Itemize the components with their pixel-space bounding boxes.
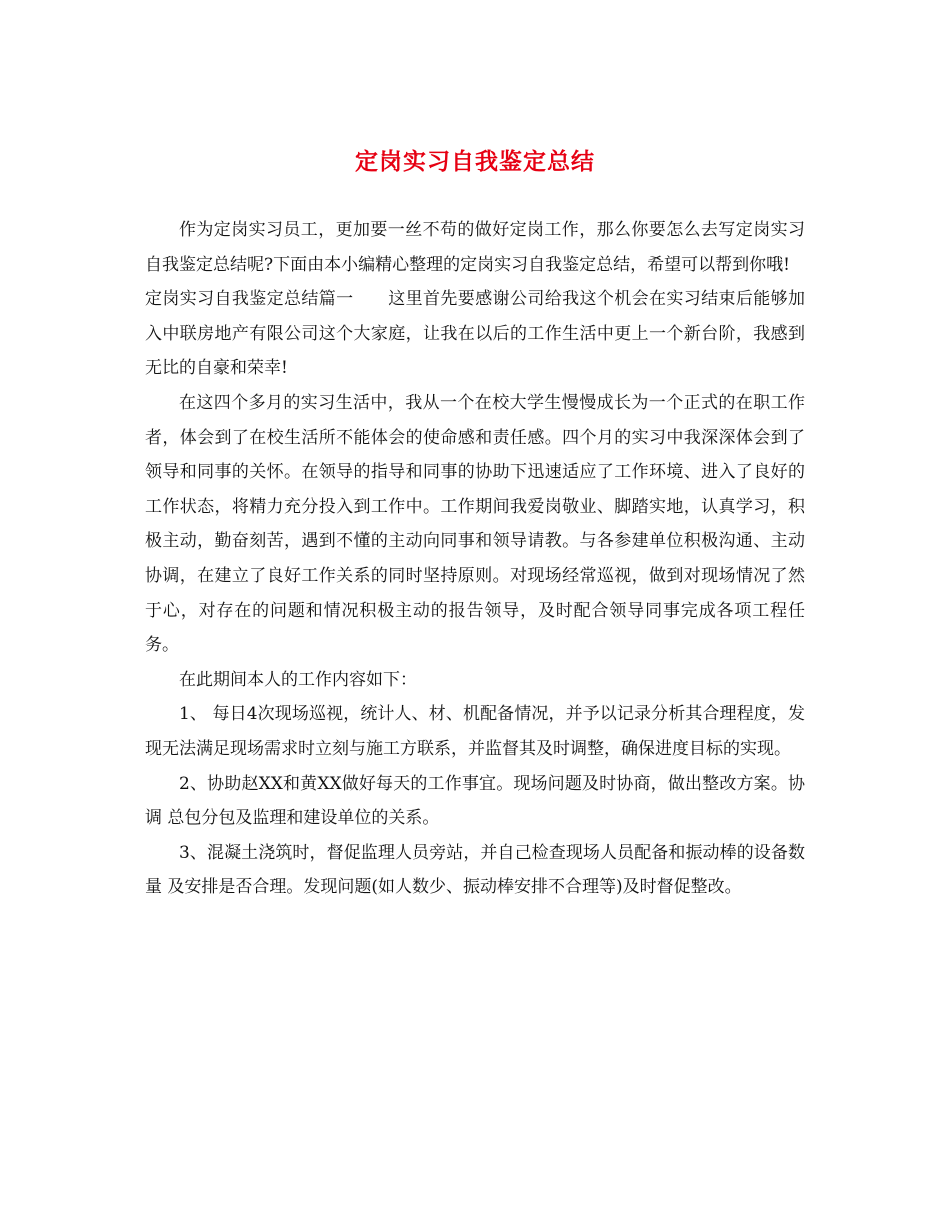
paragraph-intro: 作为定岗实习员工，更加要一丝不苟的做好定岗工作，那么你要怎么去写定岗实习自我鉴定总结呢?下面由本小编精心整理的定岗实习自我鉴定总结，希望可以帮到你哦!	[145, 220, 805, 275]
document-title: 定岗实习自我鉴定总结	[355, 148, 595, 175]
paragraph-experience: 在这四个多月的实习生活中，我从一个在校大学生慢慢成长为一个正式的在职工作者，体会到了在校生活所不能体会的使命感和责任感。四个月的实习中我深深体会到了领导和同事的关怀。在领导的指导和同事的协助下迅速适应了工作环境、进入了良好的工作状态，将精力充分投入到工作中。工作期间我爱岗敬业、脚踏实地，认真学习，积极主动，勤奋刻苦，遇到不懂的主动向同事和领导请教。与各参建单位积极沟通、主动协调，在建立了良好工作关系的同时坚持原则。对现场经常巡视，做到对现场情况了然于心，对存在的问题和情况积极主动的报告领导，及时配合领导同事完成各项工程任务。	[145, 392, 805, 656]
paragraph-item-1: 1、 每日4次现场巡视，统计人、材、机配备情况，并予以记录分析其合理程度，发现无法满足现场需求时立刻与施工方联系，并监督其及时调整，确保进度目标的实现。	[145, 704, 805, 759]
paragraph-work-intro: 在此期间本人的工作内容如下：	[179, 669, 417, 690]
paragraph-section-one: 定岗实习自我鉴定总结篇一 这里首先要感谢公司给我这个机会在实习结束后能够加入中联房地产有限公司这个大家庭，让我在以后的工作生活中更上一个新台阶，我感到无比的自豪和荣幸!	[145, 289, 805, 379]
paragraph-item-2: 2、协助赵XX和黄XX做好每天的工作事宜。现场问题及时协商，做出整改方案。协调 总包分包及监理和建设单位的关系。	[145, 773, 805, 829]
document-body	[145, 213, 805, 905]
paragraph-item-3: 3、混凝土浇筑时，督促监理人员旁站，并自己检查现场人员配备和振动棒的设备数量 及安排是否合理。发现问题(如人数少、振动棒安排不合理等)及时督促整改。	[145, 842, 805, 898]
